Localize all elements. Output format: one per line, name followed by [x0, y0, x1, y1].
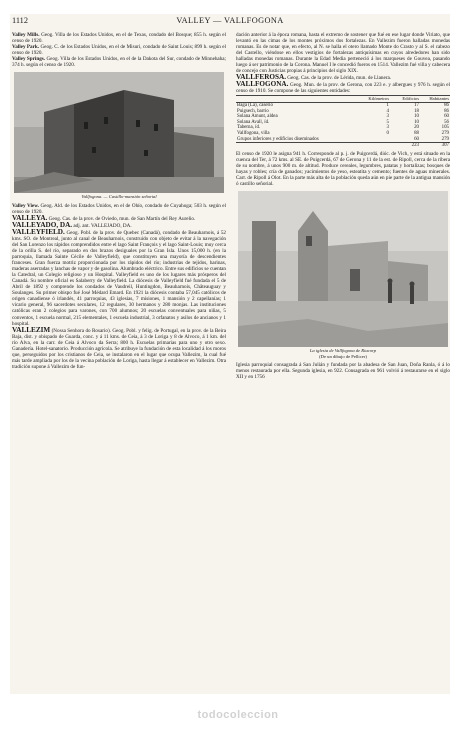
col-edificios: Edificios	[390, 96, 420, 103]
page-number: 1112	[12, 16, 28, 25]
entry-vallfogona: VALLFOGONA. Geog. Mun. de la prov. de Gerona, con 223 e. y albergues y 976 h. según el censo de 1910. Se compone de las siguientes entidades:	[236, 80, 450, 95]
entry-vallfogona-census: El censo de 1920 le asigna 941 h. Corresponde al p. j. de Puigcerdá, dióc. de Vich, y está situado en la cuenca del Ter, á 72 kms. al SE. de Puigcerdá, 67 de Gerona y 11 de la est. de Ripoll, cerca de la ribera de su nombre, á unos 900 m. de altitud. Produce cereales, legumbres, patatas y hortalizas; bosques de hayas y robles; cría de ganados; yacimientos de yeso, esteatita y cemento; fuentes de aguas minerales. Carr. de Ripoll á Olot. En la parte más alta de la población queda aún en pie parte de la antigua mansión ó castillo señorial.	[236, 150, 450, 188]
entry-vallezim: VALLEZIM (Nossa Senhora do Rosario). Geog. Pobl. y felig. de Portugal, en la prov. de la Beira Baja, dist. y obispado de Guarda, conc. y á 11 kms. de Ceia, á 3 de Loriga y 8 de Alvoco, á 1 km. del río Alva, en la carr. de Ceia á Alvoco da Serra; 800 h. Escuelas primarias para uno y otro sexo. Ganadería. Hotel-sanatorio. Producción agrícola. Se atribuye la fundación de esta localidad á los moros que, perseguidos por los cristianos de Ceia, se instalaron en el lugar que ocupa Vallezim, la cual fué más tarde ampliada por los de la vecina población de Loriga, hasta llegar á establecer en Vallezim. Otra tradición supone á Vallezim de fun-	[12, 325, 226, 370]
col-kilometros: Kilómetros	[360, 96, 390, 103]
entry-valley-view: Valley View. Geog. Ald. de los Estados Unidos, en el de Ohío, condado de Cuyahoga; 503 h. según el censo de 1920.	[12, 202, 227, 215]
table-total-row	[236, 143, 450, 149]
entities-table	[236, 95, 450, 148]
total-edificios: 223	[390, 143, 420, 149]
church-drawing-caption: La iglesia de Vallfogona de Riucorp (De un dibujo de Pellicer)	[309, 348, 377, 359]
total-habitantes: 307	[420, 143, 450, 149]
church-drawing	[238, 191, 448, 347]
table-row: Solana Avall, íd. 5 10 56	[237, 119, 449, 125]
castle-photo	[14, 72, 224, 193]
page-header	[10, 14, 450, 28]
table-row: Vallfogona, villa 0 88 279	[237, 131, 449, 137]
table-header-row	[236, 96, 450, 103]
col-habitantes: Habitantes	[420, 96, 450, 103]
entry-valley-park: Valley Park. Geog. C. de los Estados Unidos, en el de Misuri, condado de Saint Louis; 899 h. según el censo de 1920.	[12, 44, 226, 57]
entry-valleyado: VALLEYADO, DA. adj. ant. VALLEJADO, DA.	[12, 220, 132, 229]
entry-vallfogona-church: Iglesia parroquial consagrada á San Julián y fundada por la abadesa de San Juan, Doña Ranla, ó á lo menos restaurada por ella. Segunda iglesia, en 922. Consagrada en 961 volvió á restaurarse en el siglo XII y en 1756	[236, 361, 450, 380]
table-row: Puigsech, barrio 4 18 86	[237, 108, 449, 114]
table-row: Baga (La), caserío 1 17 86	[237, 103, 449, 109]
entry-valleyfield: VALLEYFIELD. Geog. Pobl. de la prov. de Quebec (Canadá), condado de Beauharnois, á 52 kms. SO. de Montreal, junto al canal de Beauharnois, construido con objeto de evitar á la navegación del San Lorenzo los rápidos comprendidos entre el lago Saint François y el lago Saint-Louis; muy cerca de la orilla S. del río, separado en dos brazos desiguales por la Gran Isla. Unos 15,000 h. (en la parroquia, llamada Sainte Cécile de Valleyfield), que constituyen una mayoría de descendientes franceses. Gran fuerza motriz proporcionada por los rápidos del río; industrias de tejidos, harinas, maderas aserradas y lanchas de vapor y de gasolina. Alumbrado eléctrico. Entre sus edificios se cuentan la Catedral, un Colegio religioso y un Hospital. Valleyfield es uno de los lugares más prósperos del Canadá. Su nombre oficial es Salaberry de Valleyfield. La diócesis de Valleyfield fué fundada el 5 de Abril de 1892 y comprende los condados de Vaudreil, Huntingdon, Beauharnois, Châteauguay y Soulanges. Su primer obispo fué José Médard Emard. En 1921 la diócesis contaba 57,045 católicos de origen canadiense ó irlandés, 41 parroquias, 43 iglesias, 7 misiones, 1 mansión y 2 capellanías; 1 vicario general, 96 sacerdotes seculares, 12 regulares, 30 hermanos y 280 monjas. Las instituciones católicas eran 2 colegios para varones, con 700 alumnos; 20 escuelas conventuales para niñas, 5 conventos, 1 escuela normal, 215 elementales, 1 escuela industrial, 3 orfanatos y asilos de ancianos y 1 hospital.	[12, 227, 226, 327]
entry-vallferosa: VALLFEROSA. Geog. Cas. de la prov. de Lérida, mun. de Llanera.	[236, 73, 392, 82]
watermark: todocoleccion	[197, 709, 279, 721]
running-title: VALLEY — VALLFOGONA	[176, 16, 284, 25]
entry-valleya: VALLEYA. Geog. Cas. de la prov. de Oviedo, mun. de San Martín del Rey Aurelio.	[12, 213, 196, 222]
entry-valley-springs: Valley Springs. Geog. Villa de los Estados Unidos, en el de la Dakota del Sur, condado de Minnehaha; 374 h. según el censo de 1920.	[12, 56, 226, 69]
entry-vallezim-continued: dación anterior á la época romana, hasta el extremo de sostener que fué en ese lugar donde Viriato, que levantó en las cimas de los montes próximos dos fortalezas. En Vallezim fueron halladas monedas romanas. Es de notar que, en efecto, al N. se halla el otero llamado Monte do Crasto y al S. el cabezo del Castello, viéndose en ellos vestigios de fortalezas antiquísimas en cuyos alrededores han sido halladas monedas romanas. Durante la Edad Media perteneció á los marqueses de Gouvea, pasando luego á ser patrimonio de la Corona. Manuel I le concedió fueros en 1514. Vallezim fué villa y cabecera de concejo con Justicias propias á principios del siglo XIX.	[236, 32, 450, 75]
right-column	[236, 32, 450, 380]
table-row: Taberna, íd. 3 20 105	[237, 125, 449, 131]
left-column	[12, 32, 226, 370]
castle-photo-caption: Vallfogona. — Castillo-mansión señorial	[81, 194, 157, 200]
table-row: Grupos inferiores y edificios diseminados 60 279	[237, 136, 449, 142]
entry-valley-mills: Valley Mills. Geog. Villa de los Estados Unidos, en el de Texas, condado del Bosque; 855 h. según el censo de 1920.	[12, 32, 226, 45]
book-page	[10, 14, 450, 694]
table-row: Solana Amunt, aldea 3 10 60	[237, 114, 449, 120]
